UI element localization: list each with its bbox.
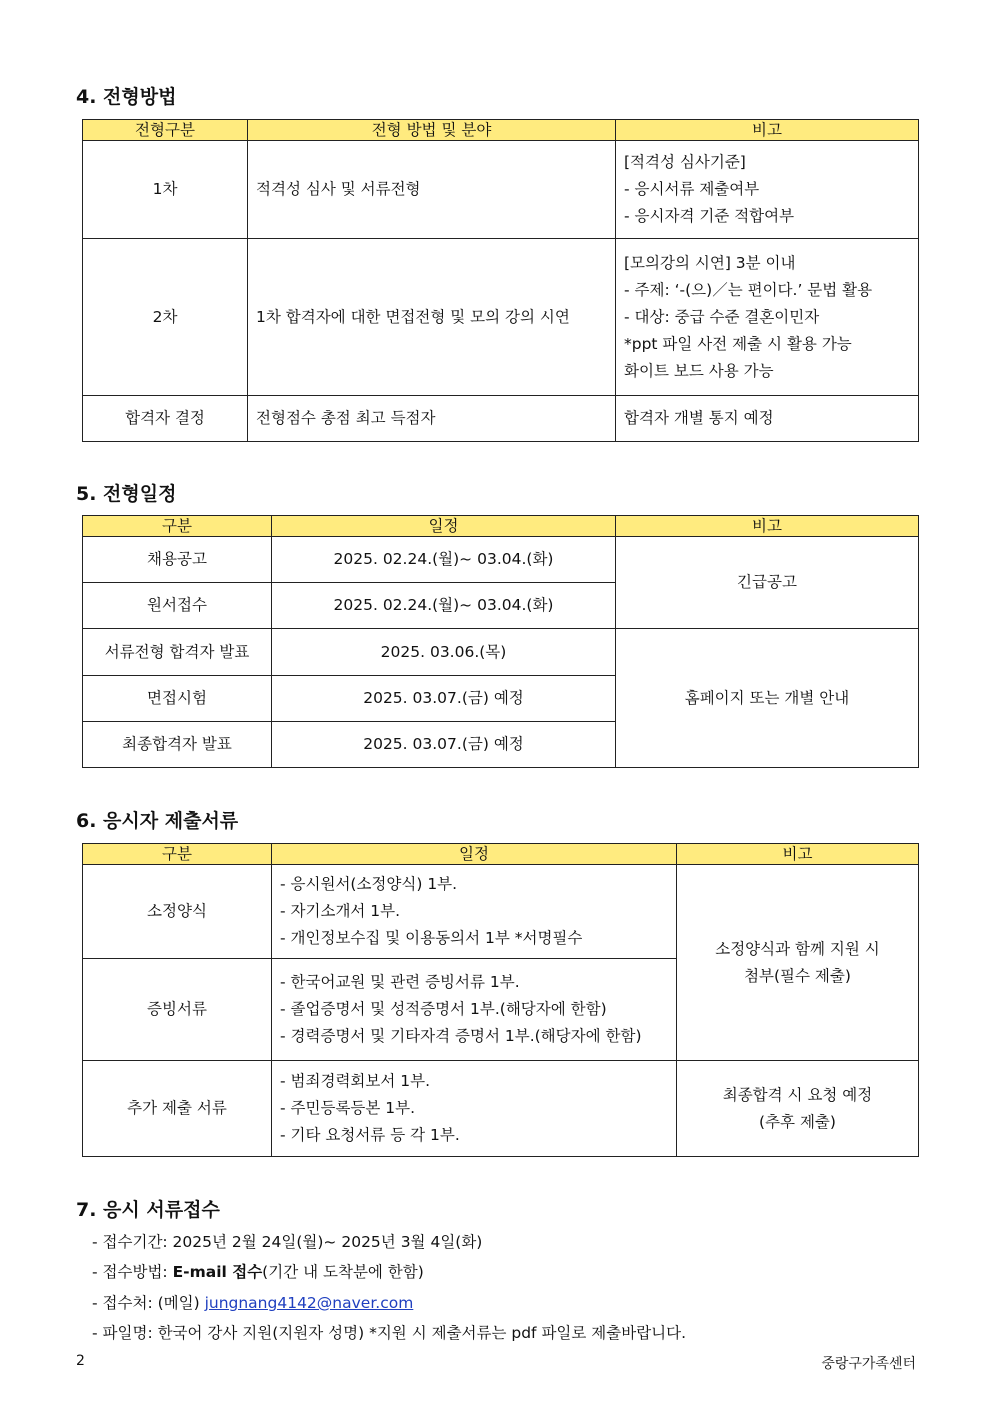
note-line: *ppt 파일 사전 제출 시 활용 가능 [624, 334, 852, 353]
item-cell: 원서접수 [83, 583, 272, 629]
item-line: - 범죄경력회보서 1부. [280, 1072, 431, 1090]
address-label: - 접수처: (메일) [92, 1294, 205, 1312]
method-detail: (기간 내 도착분에 한함) [262, 1263, 424, 1281]
method-cell: 1차 합격자에 대한 면접전형 및 모의 강의 시연 [248, 239, 616, 396]
date-cell: 2025. 02.24.(월)~ 03.04.(화) [272, 583, 616, 629]
note-line: - 응시서류 제출여부 [624, 180, 760, 198]
item-cell: 서류전형 합격자 발표 [83, 629, 272, 676]
notes-cell [616, 239, 919, 396]
selection-method-table [82, 119, 919, 442]
date-cell: 2025. 03.07.(금) 예정 [272, 676, 616, 722]
item-line: - 개인정보수집 및 이용동의서 1부 *서명필수 [280, 929, 583, 947]
table-row [83, 629, 919, 676]
item-cell: 채용공고 [83, 537, 272, 583]
organization-name: 중랑구가족센터 [821, 1356, 916, 1372]
method-emphasis: E-mail 접수 [172, 1263, 263, 1281]
item-cell: 최종합격자 발표 [83, 722, 272, 768]
items-cell [272, 1061, 677, 1157]
note-cell: 긴급공고 [616, 537, 919, 629]
items-cell [272, 865, 677, 959]
item-cell: 면접시험 [83, 676, 272, 722]
item-line: - 응시원서(소정양식) 1부. [280, 875, 458, 893]
note-line: - 주제: ‘-(으)／는 편이다.’ 문법 활용 [624, 280, 873, 299]
header-cell: 전형 방법 및 분야 [248, 120, 616, 141]
header-cell: 비고 [677, 844, 919, 865]
category-cell: 소정양식 [83, 865, 272, 959]
item-line: - 한국어교원 및 관련 증빙서류 1부. [280, 973, 520, 991]
table-row [83, 239, 919, 396]
note-line: [모의강의 시연] 3분 이내 [624, 253, 796, 272]
documents-table [82, 843, 919, 1157]
note-line: 화이트 보드 사용 가능 [624, 361, 774, 380]
header-cell: 비고 [616, 516, 919, 537]
items-cell [272, 959, 677, 1061]
item-line: - 자기소개서 1부. [280, 902, 401, 920]
header-cell: 비고 [616, 120, 919, 141]
notes-cell [616, 141, 919, 239]
table-row [83, 537, 919, 583]
date-cell: 2025. 02.24.(월)~ 03.04.(화) [272, 537, 616, 583]
header-cell: 구분 [83, 516, 272, 537]
note-line: (추후 제출) [759, 1112, 836, 1131]
table-row [83, 1061, 919, 1157]
item-line: - 졸업증명서 및 성적증명서 1부.(해당자에 한함) [280, 1000, 607, 1018]
application-period: - 접수기간: 2025년 2월 24일(월)~ 2025년 3월 4일(화) [92, 1233, 483, 1251]
category-cell: 2차 [83, 239, 248, 396]
note-line: 최종합격 시 요청 예정 [722, 1085, 873, 1104]
file-name-rule: - 파일명: 한국어 강사 지원(지원자 성명) *지원 시 제출서류는 pdf 파일로 제출바랍니다. [92, 1324, 687, 1342]
table-header-row [83, 844, 919, 865]
method-label: - 접수방법: [92, 1263, 173, 1281]
note-cell [677, 865, 919, 1061]
schedule-table [82, 515, 919, 768]
note-line: 첨부(필수 제출) [744, 966, 851, 985]
date-cell: 2025. 03.07.(금) 예정 [272, 722, 616, 768]
section-7-title: 7. 응시 서류접수 [76, 1199, 220, 1221]
section-5-title: 5. 전형일정 [76, 483, 177, 505]
header-cell: 일정 [272, 844, 677, 865]
note-line: - 응시자격 기준 적합여부 [624, 207, 795, 225]
category-cell: 합격자 결정 [83, 396, 248, 442]
section-4-title: 4. 전형방법 [76, 86, 177, 108]
table-row [83, 396, 919, 442]
note-cell [677, 1061, 919, 1157]
table-header-row [83, 120, 919, 141]
application-method [92, 1260, 424, 1282]
notes-cell: 합격자 개별 통지 예정 [616, 396, 919, 442]
application-address [92, 1291, 413, 1313]
header-cell: 일정 [272, 516, 616, 537]
date-cell: 2025. 03.06.(목) [272, 629, 616, 676]
item-line: - 주민등록등본 1부. [280, 1099, 416, 1117]
item-line: - 경력증명서 및 기타자격 증명서 1부.(해당자에 한함) [280, 1027, 642, 1045]
table-row [83, 865, 919, 959]
note-cell: 홈페이지 또는 개별 안내 [616, 629, 919, 768]
note-line: 소정양식과 함께 지원 시 [715, 939, 880, 958]
category-cell: 증빙서류 [83, 959, 272, 1061]
method-cell: 전형점수 총점 최고 득점자 [248, 396, 616, 442]
section-6-title: 6. 응시자 제출서류 [76, 810, 239, 832]
header-cell: 전형구분 [83, 120, 248, 141]
page-number: 2 [76, 1353, 85, 1369]
table-header-row [83, 516, 919, 537]
category-cell: 추가 제출 서류 [83, 1061, 272, 1157]
header-cell: 구분 [83, 844, 272, 865]
category-cell: 1차 [83, 141, 248, 239]
note-line: [적격성 심사기준] [624, 153, 746, 171]
method-cell: 적격성 심사 및 서류전형 [248, 141, 616, 239]
email-link[interactable]: jungnang4142@naver.com [204, 1294, 414, 1312]
table-row [83, 141, 919, 239]
item-line: - 기타 요청서류 등 각 1부. [280, 1126, 460, 1144]
note-line: - 대상: 중급 수준 결혼이민자 [624, 307, 820, 326]
